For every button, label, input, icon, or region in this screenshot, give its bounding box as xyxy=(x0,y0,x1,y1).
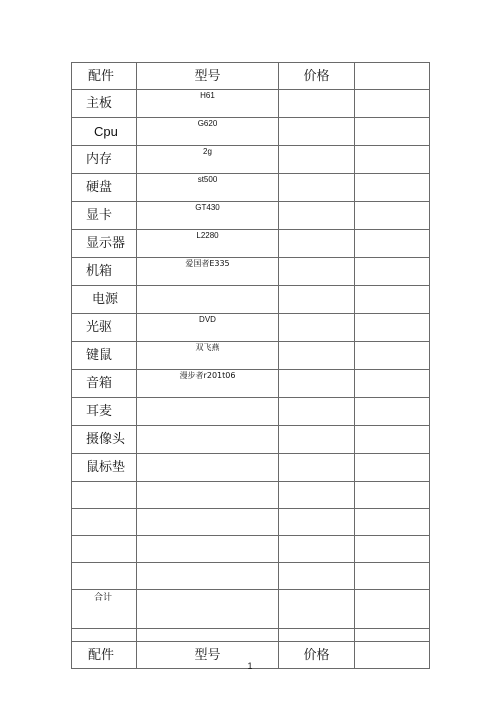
header-extra xyxy=(355,63,430,90)
table-row xyxy=(72,230,430,258)
part-model: GT430 xyxy=(137,202,279,230)
total-row xyxy=(72,590,430,629)
part-price xyxy=(279,90,355,118)
part-extra xyxy=(355,202,430,230)
total-label: 合计 xyxy=(72,590,137,629)
part-model: 漫步者r201t06 xyxy=(137,370,279,398)
part-model: st500 xyxy=(137,174,279,202)
part-extra xyxy=(355,286,430,314)
part-extra xyxy=(355,258,430,286)
part-price xyxy=(279,342,355,370)
part-name: 显示器 xyxy=(72,230,137,258)
part-name: 电源 xyxy=(72,286,137,314)
total-price xyxy=(279,590,355,629)
part-model xyxy=(137,398,279,426)
part-price xyxy=(279,454,355,482)
empty-row xyxy=(72,536,430,563)
part-price xyxy=(279,202,355,230)
table-row xyxy=(72,286,430,314)
part-model: 双飞燕 xyxy=(137,342,279,370)
table-row xyxy=(72,202,430,230)
table-row xyxy=(72,342,430,370)
part-price xyxy=(279,146,355,174)
part-extra xyxy=(355,370,430,398)
part-model: L2280 xyxy=(137,230,279,258)
part-model xyxy=(137,454,279,482)
table-row xyxy=(72,90,430,118)
table-row xyxy=(72,454,430,482)
part-extra xyxy=(355,398,430,426)
part-price xyxy=(279,398,355,426)
total-model xyxy=(137,590,279,629)
part-model xyxy=(137,286,279,314)
part-name: 主板 xyxy=(72,90,137,118)
footer-part: 配件 xyxy=(72,642,137,669)
part-name: 音箱 xyxy=(72,370,137,398)
empty-row xyxy=(72,482,430,509)
part-extra xyxy=(355,426,430,454)
parts-table xyxy=(71,62,430,669)
part-model xyxy=(137,426,279,454)
part-extra xyxy=(355,90,430,118)
table-row xyxy=(72,398,430,426)
part-name: 光驱 xyxy=(72,314,137,342)
table-row xyxy=(72,370,430,398)
page-number: 1 xyxy=(247,661,253,671)
part-price xyxy=(279,258,355,286)
table-row xyxy=(72,146,430,174)
empty-row xyxy=(72,563,430,590)
part-name: 摄像头 xyxy=(72,426,137,454)
header-price: 价格 xyxy=(279,63,355,90)
part-name: 内存 xyxy=(72,146,137,174)
header-row xyxy=(72,63,430,90)
part-price xyxy=(279,370,355,398)
part-price xyxy=(279,230,355,258)
part-extra xyxy=(355,146,430,174)
part-extra xyxy=(355,118,430,146)
table-row xyxy=(72,174,430,202)
table-row xyxy=(72,118,430,146)
part-name: 耳麦 xyxy=(72,398,137,426)
part-price xyxy=(279,118,355,146)
table-row xyxy=(72,426,430,454)
part-extra xyxy=(355,454,430,482)
header-model: 型号 xyxy=(137,63,279,90)
part-price xyxy=(279,314,355,342)
total-extra xyxy=(355,590,430,629)
footer-model: 型号 xyxy=(137,642,279,669)
part-name: 机箱 xyxy=(72,258,137,286)
part-model: 爱国者E335 xyxy=(137,258,279,286)
table-row xyxy=(72,314,430,342)
part-model: DVD xyxy=(137,314,279,342)
part-model: 2g xyxy=(137,146,279,174)
part-price xyxy=(279,426,355,454)
part-price xyxy=(279,174,355,202)
part-extra xyxy=(355,342,430,370)
part-name: 硬盘 xyxy=(72,174,137,202)
table-row xyxy=(72,258,430,286)
footer-price: 价格 xyxy=(279,642,355,669)
spacer-row xyxy=(72,629,430,642)
part-price xyxy=(279,286,355,314)
header-part: 配件 xyxy=(72,63,137,90)
part-name: Cpu xyxy=(72,118,137,146)
part-model: G620 xyxy=(137,118,279,146)
empty-row xyxy=(72,509,430,536)
part-model: H61 xyxy=(137,90,279,118)
part-extra xyxy=(355,314,430,342)
part-extra xyxy=(355,230,430,258)
part-name: 键鼠 xyxy=(72,342,137,370)
part-name: 鼠标垫 xyxy=(72,454,137,482)
part-name: 显卡 xyxy=(72,202,137,230)
part-extra xyxy=(355,174,430,202)
